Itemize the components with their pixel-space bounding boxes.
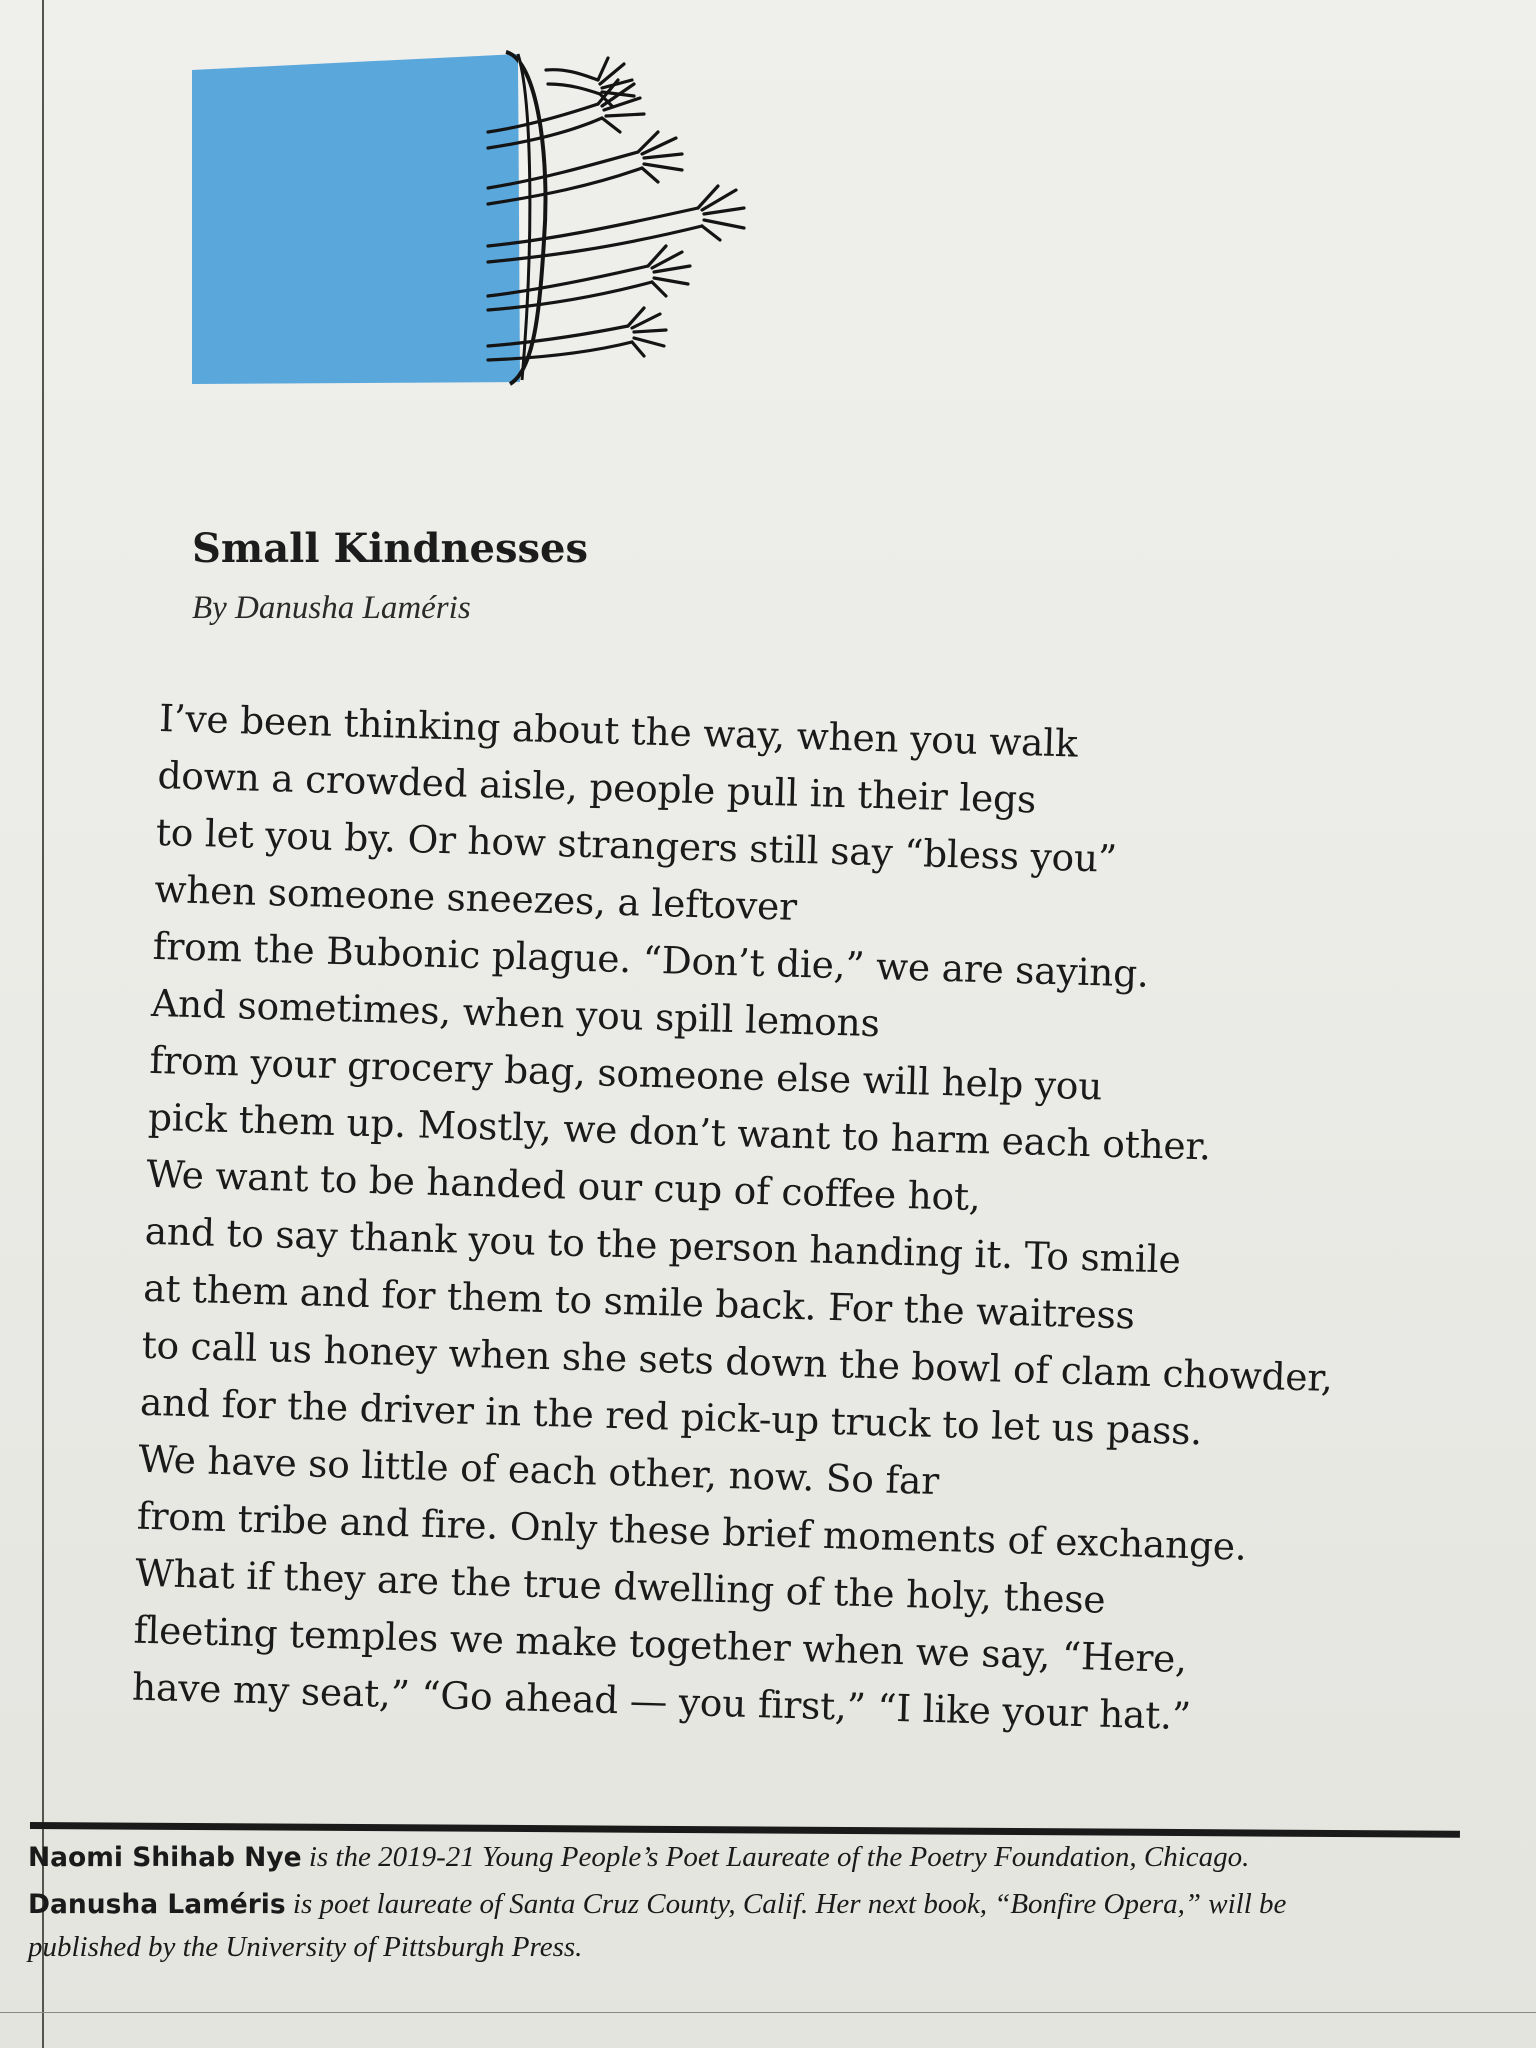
bio-line-nye — [28, 1838, 1498, 1877]
poem-line: And sometimes, when you spill lemons — [150, 980, 881, 1046]
poem-line: to call us honey when she sets down the bowl of clam chowder, — [141, 1322, 1334, 1401]
poem-title: Small Kindnesses — [192, 525, 588, 572]
poem-line: and for the driver in the red pick-up truck to let us pass. — [139, 1379, 1203, 1454]
poem-body — [131, 690, 1499, 1753]
bio-text: is poet laureate of Santa Cruz County, Calif. Her next book, “Bonfire Opera,” will be — [285, 1888, 1287, 1920]
bio-name: Danusha Laméris — [28, 1889, 286, 1920]
bio-line-continuation — [28, 1928, 1498, 1966]
poem-line: from your grocery bag, someone else will help you — [149, 1037, 1103, 1109]
bio-name: Naomi Shihab Nye — [28, 1842, 302, 1873]
cup-with-reaching-hands-icon — [188, 40, 808, 400]
bio-line-lameris — [28, 1885, 1498, 1924]
poem-line: We have so little of each other, now. So far — [137, 1436, 940, 1504]
poem-line: to let you by. Or how strangers still say “bless you” — [155, 809, 1118, 881]
poem-line: pick them up. Mostly, we don’t want to harm each other. — [147, 1094, 1212, 1169]
bio-text: published by the University of Pittsburgh Press. — [28, 1931, 583, 1963]
poem-line: What if they are the true dwelling of the holy, these — [134, 1550, 1107, 1622]
poem-line: from tribe and fire. Only these brief moments of exchange. — [136, 1493, 1248, 1569]
poem-line: have my seat,” “Go ahead — you first,” “I like your hat.” — [131, 1664, 1192, 1739]
poem-line: fleeting temples we make together when we say, “Here, — [133, 1607, 1188, 1682]
poem-line: when someone sneezes, a leftover — [153, 866, 798, 929]
poem-line: We want to be handed our cup of coffee hot, — [145, 1151, 982, 1220]
poem-line: down a crowded aisle, people pull in their legs — [157, 752, 1037, 822]
bio-divider — [30, 1822, 1460, 1838]
column-divider — [42, 0, 44, 2048]
bio-text: is the 2019-21 Young People’s Poet Laureate of the Poetry Foundation, Chicago. — [301, 1841, 1250, 1873]
page-footer-rule — [0, 2012, 1536, 2013]
poem-line: at them and for them to smile back. For the waitress — [142, 1265, 1136, 1338]
poem-line: I’ve been thinking about the way, when you walk — [158, 695, 1079, 766]
poem-byline: By Danusha Laméris — [192, 590, 471, 626]
poem-line: from the Bubonic plague. “Don’t die,” we are saying. — [152, 923, 1150, 996]
poem-line: and to say thank you to the person handing it. To smile — [144, 1208, 1182, 1282]
